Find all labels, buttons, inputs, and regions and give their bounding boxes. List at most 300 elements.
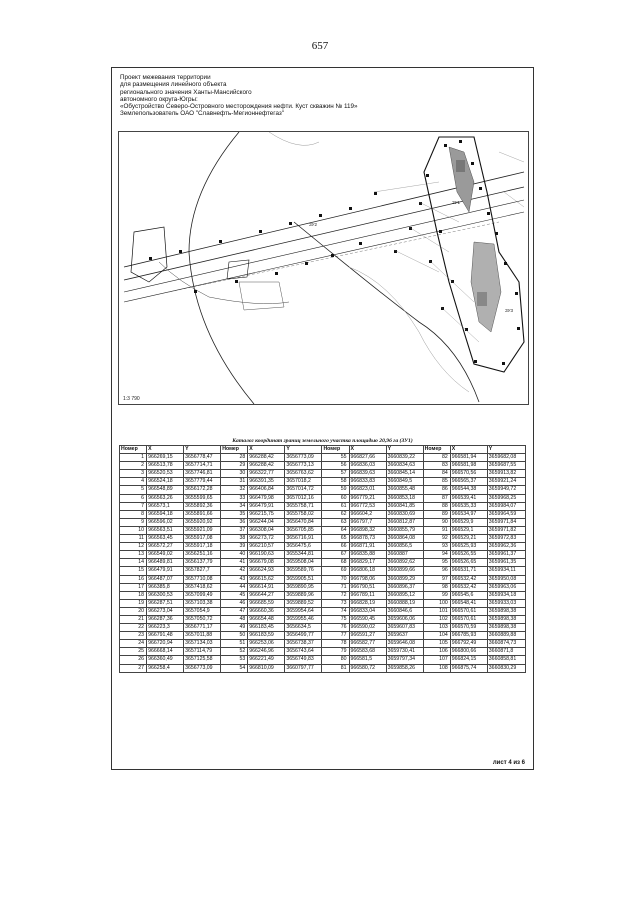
table-cell: 3655917,18 xyxy=(184,543,221,551)
header-line: регионального значения Ханты-Мансийского xyxy=(120,88,252,96)
parcel-boundary xyxy=(131,227,167,282)
parcel-label-zu2: ЗУ2 xyxy=(309,222,318,227)
table-row xyxy=(120,502,526,510)
table-cell: 3655892,36 xyxy=(184,502,221,510)
table-cell: 966668,14 xyxy=(147,648,184,656)
table-row xyxy=(120,510,526,518)
table-cell: 3656716,91 xyxy=(285,535,322,543)
table-row xyxy=(120,518,526,526)
table-row xyxy=(120,656,526,664)
table-cell: 966479,91 xyxy=(147,567,184,575)
table-cell: 3655921,09 xyxy=(184,526,221,534)
table-cell: 3655920,92 xyxy=(184,518,221,526)
table-row xyxy=(120,494,526,502)
table-cell: 41 xyxy=(221,559,248,567)
table-cell: 3657827,7 xyxy=(184,567,221,575)
table-cell: 966288,42 xyxy=(248,462,285,470)
table-cell: 966624,93 xyxy=(248,567,285,575)
table-cell: 3660839,22 xyxy=(386,454,423,462)
table-row xyxy=(120,535,526,543)
table-cell: 966563,45 xyxy=(147,535,184,543)
table-cell: 966829,17 xyxy=(349,559,386,567)
table-cell: 3660845,14 xyxy=(386,470,423,478)
table-cell: 3656773,13 xyxy=(285,462,322,470)
table-cell: 966590,02 xyxy=(349,624,386,632)
table-cell: 82 xyxy=(423,454,450,462)
table-cell: 3659964,59 xyxy=(487,510,525,518)
table-cell: 34 xyxy=(221,502,248,510)
table-row xyxy=(120,624,526,632)
document-header xyxy=(120,74,358,118)
table-cell: 27 xyxy=(120,664,147,672)
column-header: X xyxy=(349,446,386,454)
table-cell: 966526,55 xyxy=(450,551,487,559)
table-header-row xyxy=(120,446,526,454)
table-cell: 966532,42 xyxy=(450,575,487,583)
table-cell: 966183,45 xyxy=(248,624,285,632)
table-cell: 966544,38 xyxy=(450,486,487,494)
table-cell: 3660899,29 xyxy=(386,575,423,583)
table-cell: 966244,04 xyxy=(248,518,285,526)
table-cell: 39 xyxy=(221,543,248,551)
header-line: автономного округа-Югры: xyxy=(120,95,198,103)
table-cell: 966531,71 xyxy=(450,567,487,575)
column-header: Номер xyxy=(322,446,349,454)
table-cell: 3657125,58 xyxy=(184,656,221,664)
table-cell: 38 xyxy=(221,535,248,543)
table-cell: 95 xyxy=(423,559,450,567)
table-cell: 966789,11 xyxy=(349,591,386,599)
table-cell: 966273,04 xyxy=(147,607,184,615)
table-cell: 3656634,5 xyxy=(285,624,322,632)
table-cell: 966183,59 xyxy=(248,632,285,640)
road-curve xyxy=(294,222,479,402)
table-cell: 103 xyxy=(423,624,450,632)
table-cell: 3656499,77 xyxy=(285,632,322,640)
table-cell: 966660,36 xyxy=(248,607,285,615)
table-cell: 966596,02 xyxy=(147,518,184,526)
table-cell: 60 xyxy=(322,494,349,502)
contour-line xyxy=(269,132,319,145)
table-cell: 3656773,09 xyxy=(285,454,322,462)
table-cell: 966679,08 xyxy=(248,559,285,567)
table-cell: 966308,04 xyxy=(248,526,285,534)
table-cell: 78 xyxy=(322,640,349,648)
table-cell: 51 xyxy=(221,640,248,648)
track-line xyxy=(159,262,289,304)
table-cell: 3660889,88 xyxy=(487,632,525,640)
table-cell: 966524,18 xyxy=(147,478,184,486)
table-row xyxy=(120,664,526,672)
table-cell: 17 xyxy=(120,583,147,591)
table-cell: 68 xyxy=(322,559,349,567)
table-row xyxy=(120,607,526,615)
table-cell: 3655599,65 xyxy=(184,494,221,502)
table-cell: 37 xyxy=(221,526,248,534)
table-cell: 3659687,55 xyxy=(487,462,525,470)
table-cell: 966532,42 xyxy=(450,583,487,591)
table-cell: 966246,96 xyxy=(248,648,285,656)
table-cell: 57 xyxy=(322,470,349,478)
table-cell: 105 xyxy=(423,640,450,648)
table-cell: 3657018,2 xyxy=(285,478,322,486)
table-cell: 966581,5 xyxy=(349,656,386,664)
table-cell: 90 xyxy=(423,518,450,526)
header-line: для размещения линейного объекта xyxy=(120,81,227,89)
table-cell: 966835,88 xyxy=(349,551,386,559)
table-cell: 966570,61 xyxy=(450,615,487,623)
table-cell: 11 xyxy=(120,535,147,543)
table-cell: 3659889,96 xyxy=(285,591,322,599)
table-cell: 3659898,38 xyxy=(487,624,525,632)
table-cell: 25 xyxy=(120,648,147,656)
table-cell: 966489,81 xyxy=(147,559,184,567)
table-cell: 966644,27 xyxy=(248,591,285,599)
table-cell: 63 xyxy=(322,518,349,526)
table-cell: 3659607,83 xyxy=(386,624,423,632)
table-row xyxy=(120,599,526,607)
table-body xyxy=(120,454,526,673)
table-cell: 101 xyxy=(423,607,450,615)
table-cell: 56 xyxy=(322,462,349,470)
table-cell: 47 xyxy=(221,607,248,615)
table-cell: 3660899,66 xyxy=(386,567,423,575)
table-cell: 3655758,71 xyxy=(285,502,322,510)
header-line: Проект межевания территории xyxy=(120,74,211,81)
table-cell: 3659797,34 xyxy=(386,656,423,664)
table-cell: 76 xyxy=(322,624,349,632)
table-row xyxy=(120,559,526,567)
table-cell: 3660874,73 xyxy=(487,640,525,648)
table-cell: 966594,18 xyxy=(147,510,184,518)
table-cell: 3656749,83 xyxy=(285,656,322,664)
parcel-label-zu3: ЗУ3 xyxy=(505,308,514,313)
table-cell: 3659858,26 xyxy=(386,664,423,672)
table-cell: 14 xyxy=(120,559,147,567)
table-cell: 53 xyxy=(221,656,248,664)
table-cell: 3660888,19 xyxy=(386,599,423,607)
table-cell: 18 xyxy=(120,591,147,599)
table-cell: 3660855,48 xyxy=(386,486,423,494)
table-cell: 92 xyxy=(423,535,450,543)
table-cell: 966833,83 xyxy=(349,478,386,486)
table-cell: 48 xyxy=(221,615,248,623)
table-cell: 3659933,03 xyxy=(487,599,525,607)
table-cell: 58 xyxy=(322,478,349,486)
table-row xyxy=(120,615,526,623)
table-cell: 3659954,64 xyxy=(285,607,322,615)
table-cell: 3659730,41 xyxy=(386,648,423,656)
table-cell: 966800,66 xyxy=(450,648,487,656)
table-cell: 3660830,29 xyxy=(487,664,525,672)
table-cell: 966871,91 xyxy=(349,543,386,551)
table-cell: 966529,21 xyxy=(450,535,487,543)
table-cell: 966875,74 xyxy=(450,664,487,672)
table-cell: 3659961,37 xyxy=(487,551,525,559)
table-cell: 966785,93 xyxy=(450,632,487,640)
contour-line xyxy=(349,267,469,392)
table-row xyxy=(120,462,526,470)
table-cell: 26 xyxy=(120,656,147,664)
drawing-sheet xyxy=(111,67,534,770)
table-cell: 966391,35 xyxy=(248,478,285,486)
table-cell: 966570,56 xyxy=(450,470,487,478)
table-cell: 35 xyxy=(221,510,248,518)
table-cell: 87 xyxy=(423,494,450,502)
table-cell: 3659972,83 xyxy=(487,535,525,543)
table-cell: 966253,06 xyxy=(248,640,285,648)
column-header: Номер xyxy=(221,446,248,454)
table-cell: 3 xyxy=(120,470,147,478)
table-cell: 32 xyxy=(221,486,248,494)
column-header: Y xyxy=(386,446,423,454)
table-cell: 1 xyxy=(120,454,147,462)
table-cell: 966300,53 xyxy=(147,591,184,599)
parcel-label-zu1: ЗУ1 xyxy=(452,200,461,205)
table-cell: 3660812,87 xyxy=(386,518,423,526)
table-cell: 966535,33 xyxy=(450,502,487,510)
table-cell: 966534,97 xyxy=(450,510,487,518)
structure xyxy=(456,160,465,172)
table-cell: 91 xyxy=(423,526,450,534)
table-cell: 966487,07 xyxy=(147,575,184,583)
table-cell: 966210,57 xyxy=(248,543,285,551)
structure xyxy=(477,292,487,306)
table-cell: 966563,51 xyxy=(147,526,184,534)
table-cell: 966565,37 xyxy=(450,478,487,486)
table-cell: 3659921,24 xyxy=(487,478,525,486)
table-cell: 3659984,07 xyxy=(487,502,525,510)
table-cell: 3657714,71 xyxy=(184,462,221,470)
table-cell: 3660871,8 xyxy=(487,648,525,656)
table-cell: 40 xyxy=(221,551,248,559)
table-cell: 3659962,36 xyxy=(487,543,525,551)
table-cell: 966828,19 xyxy=(349,599,386,607)
column-header: Y xyxy=(184,446,221,454)
table-row xyxy=(120,632,526,640)
table-cell: 3659890,95 xyxy=(285,583,322,591)
table-cell: 3660855,79 xyxy=(386,526,423,534)
table-cell: 966806,18 xyxy=(349,567,386,575)
table-cell: 23 xyxy=(120,632,147,640)
table-cell: 22 xyxy=(120,624,147,632)
table-cell: 3659934,18 xyxy=(487,591,525,599)
table-row xyxy=(120,454,526,462)
column-header: Y xyxy=(285,446,322,454)
table-cell: 3659898,38 xyxy=(487,615,525,623)
table-row xyxy=(120,551,526,559)
table-cell: 3660841,85 xyxy=(386,502,423,510)
table-cell: 966779,21 xyxy=(349,494,386,502)
table-cell: 108 xyxy=(423,664,450,672)
table-cell: 3657779,44 xyxy=(184,478,221,486)
corridor-line xyxy=(124,200,524,292)
table-cell: 99 xyxy=(423,591,450,599)
table-cell: 9 xyxy=(120,518,147,526)
table-cell: 966563,26 xyxy=(147,494,184,502)
table-cell: 3660830,69 xyxy=(386,510,423,518)
table-cell: 966581,98 xyxy=(450,462,487,470)
road-curve xyxy=(189,132,254,404)
table-cell: 20 xyxy=(120,607,147,615)
table-row xyxy=(120,526,526,534)
table-cell: 55 xyxy=(322,454,349,462)
table-caption: Каталог координат границ земельного участка площадью 20,96 га (ЗУ1) xyxy=(232,438,413,444)
table-cell: 966790,51 xyxy=(349,583,386,591)
table-cell: 3656738,37 xyxy=(285,640,322,648)
table-cell: 62 xyxy=(322,510,349,518)
table-cell: 3660887 xyxy=(386,551,423,559)
table-cell: 3659961,35 xyxy=(487,559,525,567)
table-cell: 3659971,84 xyxy=(487,518,525,526)
table-cell: 3655917,08 xyxy=(184,535,221,543)
table-cell: 44 xyxy=(221,583,248,591)
column-header: X xyxy=(450,446,487,454)
table-cell: 36 xyxy=(221,518,248,526)
table-cell: 3657746,81 xyxy=(184,470,221,478)
table-cell: 106 xyxy=(423,648,450,656)
table-cell: 3659898,38 xyxy=(487,607,525,615)
table-cell: 4 xyxy=(120,478,147,486)
table-cell: 73 xyxy=(322,599,349,607)
table-cell: 3660895,12 xyxy=(386,591,423,599)
page-number: 657 xyxy=(311,40,329,52)
table-cell: 966654,48 xyxy=(248,615,285,623)
table-cell: 966797,7 xyxy=(349,518,386,526)
table-cell: 54 xyxy=(221,664,248,672)
corridor-line xyxy=(124,212,524,302)
table-cell: 43 xyxy=(221,575,248,583)
table-cell: 93 xyxy=(423,543,450,551)
table-cell: 104 xyxy=(423,632,450,640)
table-row xyxy=(120,648,526,656)
table-cell: 89 xyxy=(423,510,450,518)
table-cell: 966479,91 xyxy=(248,502,285,510)
table-cell: 966685,59 xyxy=(248,599,285,607)
table-cell: 50 xyxy=(221,632,248,640)
table-cell: 46 xyxy=(221,599,248,607)
table-cell: 966836,03 xyxy=(349,462,386,470)
table-row xyxy=(120,591,526,599)
table-cell: 966406,84 xyxy=(248,486,285,494)
table-row xyxy=(120,470,526,478)
map-scale: 1:3 790 xyxy=(123,396,140,402)
table-cell: 81 xyxy=(322,664,349,672)
table-cell: 3660849,5 xyxy=(386,478,423,486)
table-cell: 3656763,62 xyxy=(285,470,322,478)
table-cell: 19 xyxy=(120,599,147,607)
table-cell: 966614,91 xyxy=(248,583,285,591)
column-header: Y xyxy=(487,446,525,454)
table-cell: 3660864,08 xyxy=(386,535,423,543)
table-cell: 3657134,03 xyxy=(184,640,221,648)
table-cell: 107 xyxy=(423,656,450,664)
table-cell: 3660858,81 xyxy=(487,656,525,664)
table-cell: 966221,49 xyxy=(248,656,285,664)
table-cell: 3657418,62 xyxy=(184,583,221,591)
table-cell: 70 xyxy=(322,575,349,583)
table-cell: 966287,51 xyxy=(147,599,184,607)
table-cell: 3659508,04 xyxy=(285,559,322,567)
table-cell: 100 xyxy=(423,599,450,607)
table-cell: 3655344,81 xyxy=(285,551,322,559)
table-cell: 24 xyxy=(120,640,147,648)
table-cell: 3659682,08 xyxy=(487,454,525,462)
table-cell: 966548,41 xyxy=(450,599,487,607)
table-cell: 3659913,82 xyxy=(487,470,525,478)
table-cell: 966215,75 xyxy=(248,510,285,518)
table-cell: 3660853,18 xyxy=(386,494,423,502)
table-cell: 966385,8 xyxy=(147,583,184,591)
table-cell: 72 xyxy=(322,591,349,599)
table-cell: 966287,36 xyxy=(147,615,184,623)
table-cell: 966573,1 xyxy=(147,502,184,510)
table-cell: 3656251,16 xyxy=(184,551,221,559)
table-cell: 3656475,6 xyxy=(285,543,322,551)
table-cell: 61 xyxy=(322,502,349,510)
header-line: «Обустройство Северо-Островного месторождения нефти. Куст скважин № 119» xyxy=(120,103,358,111)
table-cell: 966529,9 xyxy=(450,518,487,526)
table-cell: 66 xyxy=(322,543,349,551)
parcel-boundary xyxy=(239,282,284,310)
table-cell: 966479,98 xyxy=(248,494,285,502)
table-cell: 3656137,79 xyxy=(184,559,221,567)
table-cell: 3659905,51 xyxy=(285,575,322,583)
table-cell: 29 xyxy=(221,462,248,470)
table-cell: 3659949,72 xyxy=(487,486,525,494)
table-cell: 966583,68 xyxy=(349,648,386,656)
table-cell: 7 xyxy=(120,502,147,510)
table-cell: 3656778,47 xyxy=(184,454,221,462)
table-cell: 966520,53 xyxy=(147,470,184,478)
table-cell: 52 xyxy=(221,648,248,656)
table-row xyxy=(120,478,526,486)
table-row xyxy=(120,486,526,494)
table-cell: 966839,63 xyxy=(349,470,386,478)
table-cell: 33 xyxy=(221,494,248,502)
table-cell: 16 xyxy=(120,575,147,583)
table-cell: 966898,32 xyxy=(349,526,386,534)
table-cell: 80 xyxy=(322,656,349,664)
table-cell: 966827,66 xyxy=(349,454,386,462)
table-cell: 3656771,17 xyxy=(184,624,221,632)
table-cell: 97 xyxy=(423,575,450,583)
well-pad-fill xyxy=(471,242,501,332)
table-cell: 966833,04 xyxy=(349,607,386,615)
table-row xyxy=(120,583,526,591)
table-cell: 42 xyxy=(221,567,248,575)
table-cell: 966223,3 xyxy=(147,624,184,632)
table-cell: 3656705,85 xyxy=(285,526,322,534)
table-cell: 966545,6 xyxy=(450,591,487,599)
table-cell: 3660856,5 xyxy=(386,543,423,551)
table-cell: 966824,15 xyxy=(450,656,487,664)
table-cell: 966529,1 xyxy=(450,526,487,534)
table-cell: 10 xyxy=(120,526,147,534)
table-cell: 30 xyxy=(221,470,248,478)
table-cell: 31 xyxy=(221,478,248,486)
table-cell: 3657014,72 xyxy=(285,486,322,494)
table-cell: 6 xyxy=(120,494,147,502)
table-cell: 966591,27 xyxy=(349,632,386,640)
table-cell: 3660846,6 xyxy=(386,607,423,615)
table-cell: 28 xyxy=(221,454,248,462)
table-cell: 966810,09 xyxy=(248,664,285,672)
table-cell: 3659963,06 xyxy=(487,583,525,591)
table-cell: 966288,42 xyxy=(248,454,285,462)
table-cell: 3657012,16 xyxy=(285,494,322,502)
table-cell: 83 xyxy=(423,462,450,470)
